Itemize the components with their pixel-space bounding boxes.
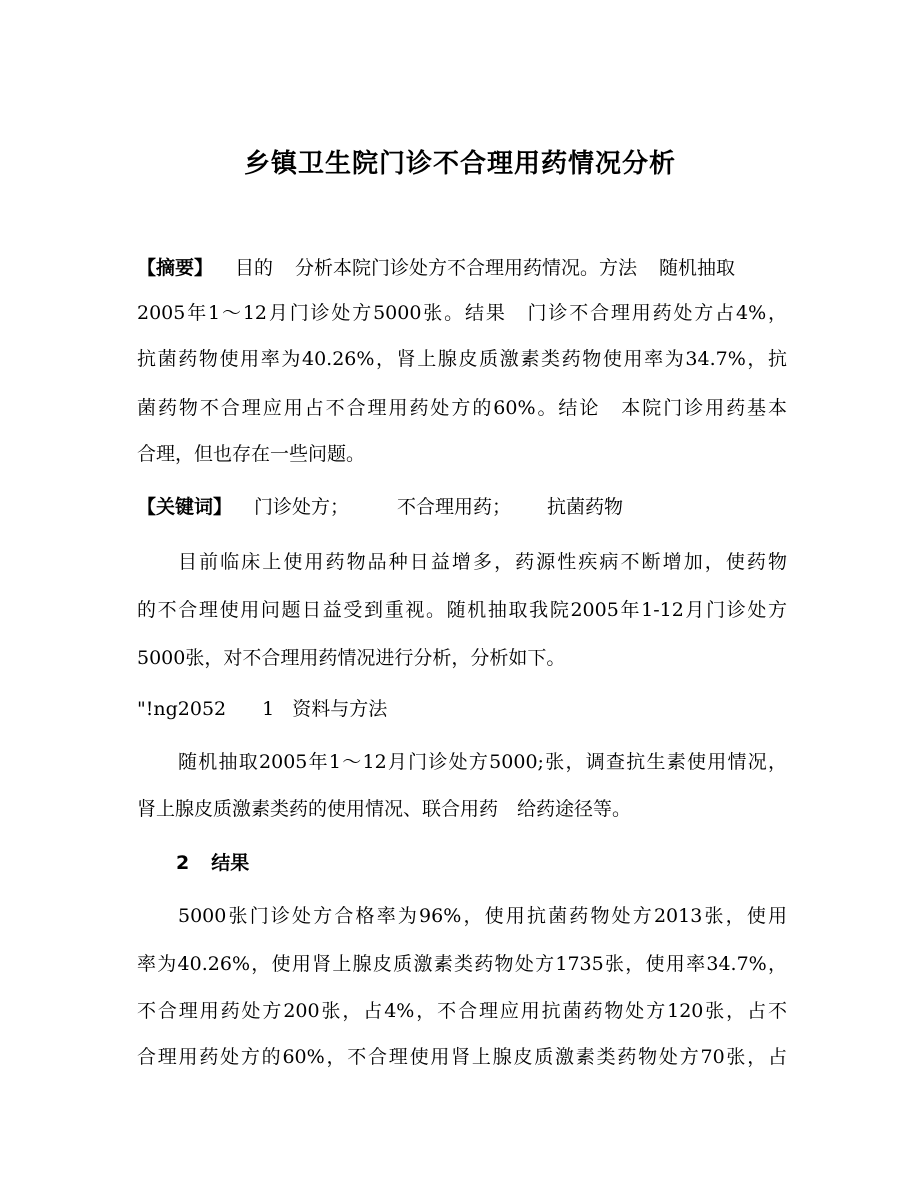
keywords-line xyxy=(137,493,787,521)
keyword-item: 抗菌药物 xyxy=(547,496,624,518)
section-1-heading xyxy=(137,695,787,723)
abstract-line-2: 2005年1～12月门诊处方5000张。结果 门诊不合理用药处方占4%， xyxy=(137,302,787,324)
section-2-number: 2 xyxy=(176,852,190,874)
intro-line-1: 目前临床上使用药物品种日益增多，药源性疾病不断增加，使药物 xyxy=(178,551,787,573)
abstract-line-5: 合理，但也存在一些问题。 xyxy=(137,443,366,465)
section-2-title: 结果 xyxy=(211,852,250,874)
abstract-line-1 xyxy=(137,254,787,282)
keywords-label: 【关键词】 xyxy=(137,496,233,518)
keyword-item: 门诊处方； xyxy=(254,496,350,518)
abstract-method-text: 随机抽取 xyxy=(659,257,736,279)
results-line-4: 合理用药处方的60%，不合理使用肾上腺皮质激素类药物处方70张，占 xyxy=(137,1046,787,1068)
document-title: 乡镇卫生院门诊不合理用药情况分析 xyxy=(243,149,676,179)
section-1-title: 资料与方法 xyxy=(292,698,388,720)
keyword-item: 不合理用药； xyxy=(397,496,512,518)
section-2-heading xyxy=(176,849,826,877)
abstract-label: 【摘要】 xyxy=(137,257,214,279)
section-1-prefix: "!ng2052 xyxy=(137,698,227,720)
abstract-objective-text: 分析本院门诊处方不合理用药情况。方法 xyxy=(295,257,638,279)
abstract-line-3: 抗菌药物使用率为40.26%，肾上腺皮质激素类药物使用率为34.7%，抗 xyxy=(137,348,787,370)
methods-line-1: 随机抽取2005年1～12月门诊处方5000;张，调查抗生素使用情况， xyxy=(178,751,787,773)
section-1-number: 1 xyxy=(262,698,275,720)
methods-line-2: 肾上腺皮质激素类药的使用情况、联合用药 给药途径等。 xyxy=(137,798,632,820)
results-line-2: 率为40.26%，使用肾上腺皮质激素类药物处方1735张，使用率34.7%， xyxy=(137,953,787,975)
results-line-1: 5000张门诊处方合格率为96%，使用抗菌药物处方2013张，使用 xyxy=(178,905,787,927)
intro-line-2: 的不合理使用问题日益受到重视。随机抽取我院2005年1-12月门诊处方 xyxy=(137,599,787,621)
abstract-objective-label: 目的 xyxy=(235,257,274,279)
results-line-3: 不合理用药处方200张，占4%，不合理应用抗菌药物处方120张，占不 xyxy=(137,1000,787,1022)
intro-line-3: 5000张，对不合理用药情况进行分析，分析如下。 xyxy=(137,647,566,669)
abstract-line-4: 菌药物不合理应用占不合理用药处方的60%。结论 本院门诊用药基本 xyxy=(137,397,787,419)
